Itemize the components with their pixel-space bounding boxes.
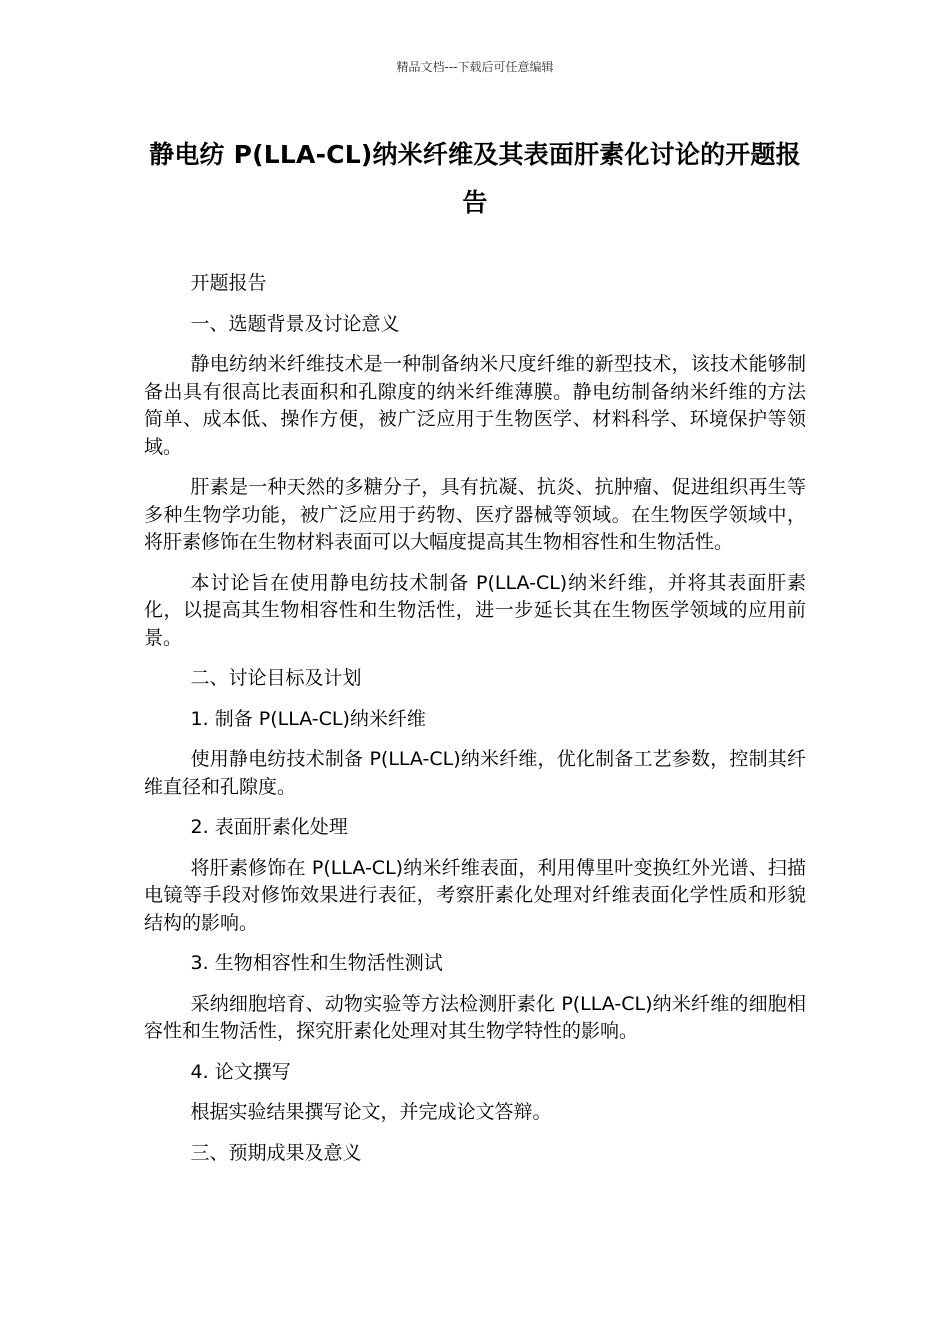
subheading-step-1: 1. 制备 P(LLA-CL)纳米纤维 [190,707,426,730]
paragraph-step-2: 将肝素修饰在 P(LLA-CL)纳米纤维表面，利用傅里叶变换红外光谱、扫描电镜等手段对修饰效果进行表征，考察肝素化处理对纤维表面化学性质和形貌结构的影响。 [144,856,806,934]
document-title: 静电纺 P(LLA-CL)纳米纤维及其表面肝素化讨论的开题报告 [149,140,801,217]
section-heading-goals: 二、讨论目标及计划 [190,667,362,689]
subheading-step-2: 2. 表面肝素化处理 [190,816,348,838]
paragraph-research-aim: 本讨论旨在使用静电纺技术制备 P(LLA-CL)纳米纤维，并将其表面肝素化，以提高其生物相容性和生物活性，进一步延长其在生物医学领域的应用前景。 [144,571,806,649]
section-heading-outcomes: 三、预期成果及意义 [190,1141,362,1164]
paragraph-step-4: 根据实验结果撰写论文，并完成论文答辩。 [190,1101,552,1123]
paragraph-electrospinning-intro: 静电纺纳米纤维技术是一种制备纳米尺度纤维的新型技术，该技术能够制备出具有很高比表面积和孔隙度的纳米纤维薄膜。静电纺制备纳米纤维的方法简单、成本低、操作方便，被广泛应用于生物医学、材料科学、环境保护等领域。 [144,353,806,458]
paragraph-step-1: 使用静电纺技术制备 P(LLA-CL)纳米纤维，优化制备工艺参数，控制其纤维直径和孔隙度。 [144,748,806,798]
header-note: 精品文档---下载后可任意编辑 [396,60,554,74]
paragraph-heparin-intro: 肝素是一种天然的多糖分子，具有抗凝、抗炎、抗肿瘤、促进组织再生等多种生物学功能，被广泛应用于药物、医疗器械等领域。在生物医学领域中，将肝素修饰在生物材料表面可以大幅度提高其生物相容性和生物活性。 [144,476,806,553]
section-heading-background: 一、选题背景及讨论意义 [190,312,400,335]
document-body [144,270,806,1180]
subheading-step-3: 3. 生物相容性和生物活性测试 [190,952,443,974]
subheading-step-4: 4. 论文撰写 [190,1060,291,1083]
paragraph-step-3: 采纳细胞培育、动物实验等方法检测肝素化 P(LLA-CL)纳米纤维的细胞相容性和生物活性，探究肝素化处理对其生物学特性的影响。 [144,992,806,1042]
paragraph-report-label: 开题报告 [190,272,267,294]
